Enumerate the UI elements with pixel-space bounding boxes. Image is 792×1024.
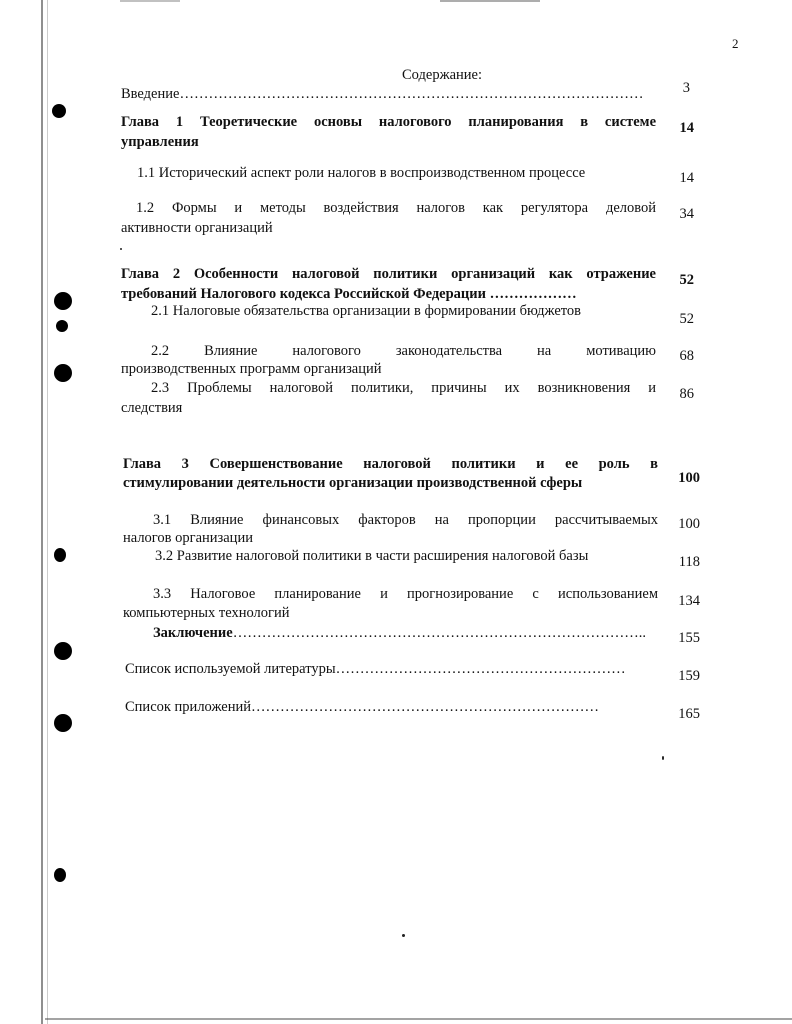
punch-hole-mark — [54, 364, 72, 382]
section-2-2-line2: производственных программ организаций — [121, 361, 382, 377]
page-ref-appendices: 165 — [678, 706, 700, 722]
toc-appendices-label: Список приложений — [125, 699, 251, 715]
page-ref-chapter-2: 52 — [679, 272, 694, 288]
page-ref-chapter-1: 14 — [679, 120, 694, 136]
page-ref-chapter-3: 100 — [678, 470, 700, 486]
punch-hole-mark — [54, 548, 66, 562]
toc-conclusion — [153, 624, 646, 643]
punch-hole-mark — [54, 642, 72, 660]
section-1-2-line1: 1.2 Формы и методы воздействия налогов как регулятора деловой — [136, 200, 656, 216]
page-ref-section-2-1: 52 — [679, 311, 694, 327]
section-3-3-line1: 3.3 Налоговое планирование и прогнозирование с использованием — [153, 586, 658, 602]
leader-dots: ………………………………………………………………………….. — [232, 625, 646, 641]
section-3-1-line1: 3.1 Влияние финансовых факторов на пропорции рассчитываемых — [153, 512, 658, 528]
chapter-3-title-line2: стимулировании деятельности организации производственной сферы — [123, 475, 583, 491]
scan-edge-left — [41, 0, 43, 1024]
toc-intro — [121, 85, 643, 104]
toc-conclusion-label: Заключение — [153, 625, 233, 641]
section-2-2-line1: 2.2 Влияние налогового законодательства на мотивацию — [151, 343, 656, 359]
page-number: 2 — [732, 36, 739, 51]
page-ref-section-1-1: 14 — [679, 170, 694, 186]
scan-speck — [402, 934, 405, 937]
page-ref-section-3-2: 118 — [678, 554, 700, 570]
leader-dots: ……………… — [486, 286, 577, 302]
section-3-1-line2: налогов организации — [123, 530, 253, 546]
page-ref-section-2-2: 68 — [679, 348, 694, 364]
page-ref-section-3-1: 100 — [678, 516, 700, 532]
section-1-1: 1.1 Исторический аспект роли налогов в воспроизводственном процессе — [137, 165, 586, 181]
section-3-3-line2: компьютерных технологий — [123, 605, 290, 621]
scan-edge-bottom — [45, 1018, 792, 1020]
chapter-2-title-text: требований Налогового кодекса Российской Федерации — [121, 286, 486, 302]
section-1-2-line2: активности организаций — [121, 220, 273, 236]
section-2-3-line2: следствия — [121, 400, 183, 416]
toc-bibliography-label: Список используемой литературы — [125, 661, 336, 677]
punch-hole-mark — [54, 868, 66, 882]
page-ref-section-2-3: 86 — [679, 386, 694, 402]
toc-intro-label: Введение — [121, 86, 180, 102]
punch-hole-mark — [56, 320, 68, 332]
chapter-1-title-line2: управления — [121, 134, 199, 150]
section-2-3-line1: 2.3 Проблемы налоговой политики, причины их возникновения и — [151, 380, 656, 396]
section-3-2: 3.2 Развитие налоговой политики в части расширения налоговой базы — [155, 548, 589, 564]
scan-edge-left-inner — [47, 0, 48, 1024]
toc-bibliography — [125, 660, 626, 679]
toc-appendices — [125, 698, 599, 717]
section-2-1: 2.1 Налоговые обязательства организации в формировании бюджетов — [151, 303, 581, 319]
scan-edge-top — [440, 0, 540, 2]
punch-hole-mark — [54, 714, 72, 732]
toc-title: Содержание: — [402, 67, 483, 83]
chapter-1-title-line1: Глава 1 Теоретические основы налогового планирования в системе — [121, 114, 656, 130]
leader-dots: …………………………………………………………………………………… — [179, 86, 644, 102]
punch-hole-mark — [52, 104, 66, 118]
punch-hole-mark — [54, 292, 72, 310]
scan-edge-top — [120, 0, 180, 2]
leader-dots: …………………………………………………… — [335, 661, 626, 677]
scan-speck — [662, 756, 664, 760]
scan-speck — [120, 248, 122, 250]
page-ref-section-3-3: 134 — [678, 593, 700, 609]
leader-dots: ……………………………………………………………… — [250, 699, 599, 715]
page-ref-intro: 3 — [682, 80, 690, 96]
chapter-2-title-line1: Глава 2 Особенности налоговой политики организаций как отражение — [121, 266, 656, 282]
page-ref-conclusion: 155 — [678, 630, 700, 646]
chapter-3-title-line1: Глава 3 Совершенствование налоговой политики и ее роль в — [123, 456, 658, 472]
page-ref-section-1-2: 34 — [679, 206, 694, 222]
page-ref-bibliography: 159 — [678, 668, 700, 684]
